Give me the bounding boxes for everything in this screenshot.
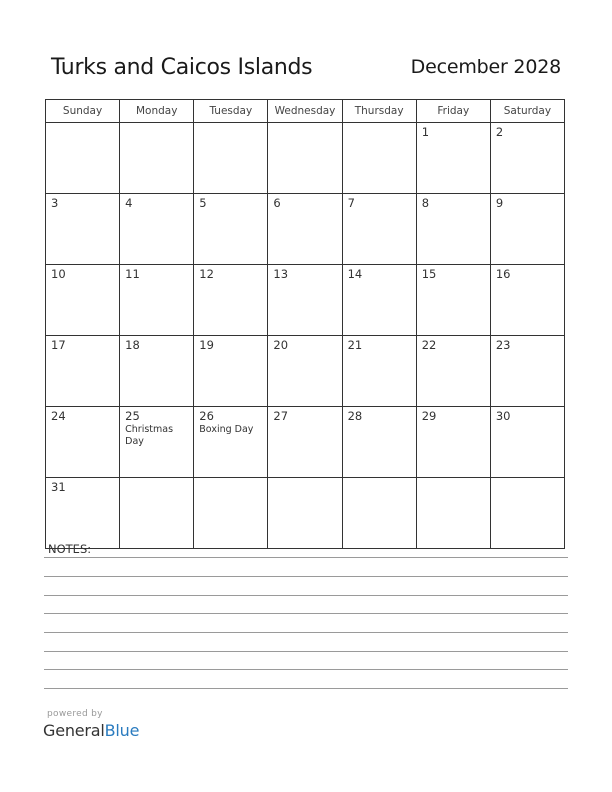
day-number: 26 [199,409,214,423]
day-number: 27 [273,409,289,423]
note-line [44,688,568,689]
week-row [46,265,565,336]
day-cell [490,407,564,478]
weekday-header: Sunday [46,100,120,123]
weekday-header: Saturday [490,100,564,123]
day-number: 28 [347,409,363,423]
day-cell [46,265,120,336]
calendar-grid [45,99,565,549]
day-number: 5 [199,196,207,210]
day-cell [194,123,268,194]
day-cell [342,265,416,336]
weekday-header: Thursday [342,100,416,123]
day-cell [194,265,268,336]
day-number: 17 [51,338,66,352]
day-number: 21 [347,338,363,352]
brand-general: General [43,721,105,740]
day-number: 31 [51,480,66,494]
day-number: 19 [199,338,214,352]
day-number: 29 [421,409,437,423]
day-cell [268,194,342,265]
weekday-header: Friday [416,100,490,123]
holiday-label: Boxing Day [199,424,254,435]
day-cell [490,123,564,194]
note-line [44,669,568,670]
day-number: 30 [495,409,511,423]
day-cell [416,194,490,265]
day-number: 8 [421,196,430,210]
note-line [44,557,568,558]
weekday-header-row [46,100,565,123]
day-cell [268,407,342,478]
day-number: 22 [421,338,437,352]
day-cell [490,265,564,336]
day-cell [120,194,194,265]
day-cell [416,478,490,549]
note-line [44,613,568,614]
day-number: 7 [347,196,355,210]
day-cell [120,478,194,549]
calendar-title: Turks and Caicos Islands [51,55,313,80]
day-cell [490,336,564,407]
weekday-header: Tuesday [194,100,268,123]
week-row [46,336,565,407]
day-number: 10 [51,267,66,281]
day-cell [120,265,194,336]
day-number: 2 [495,125,504,139]
day-cell [120,336,194,407]
day-cell [268,478,342,549]
day-number: 1 [421,125,430,139]
day-number: 12 [199,267,214,281]
note-line [44,576,568,577]
day-cell [120,123,194,194]
week-row [46,194,565,265]
day-cell [194,194,268,265]
day-cell [46,194,120,265]
note-line [44,632,568,633]
week-row [46,123,565,194]
holiday-label: Christmas Day [125,424,174,447]
week-row [46,407,565,478]
brand-logo [43,721,139,740]
day-number: 9 [495,196,504,210]
day-cell [342,478,416,549]
day-cell [342,194,416,265]
day-cell [46,123,120,194]
day-cell [342,407,416,478]
day-number: 20 [273,338,289,352]
day-cell [342,336,416,407]
day-number: 14 [347,267,363,281]
day-number: 11 [125,267,140,281]
day-cell [490,478,564,549]
day-cell [268,123,342,194]
powered-by-text: powered by [47,709,103,719]
day-cell [120,407,194,478]
day-cell [194,407,268,478]
day-cell [46,407,120,478]
note-line [44,651,568,652]
day-number: 6 [273,196,281,210]
day-cell [416,123,490,194]
day-number: 15 [421,267,437,281]
day-cell [490,194,564,265]
day-number: 23 [495,338,511,352]
day-number: 18 [125,338,140,352]
notes-label: NOTES: [48,542,92,556]
brand-blue: Blue [104,721,140,740]
weekday-header: Monday [120,100,194,123]
day-cell [46,336,120,407]
day-number: 4 [125,196,133,210]
weekday-header: Wednesday [268,100,342,123]
day-cell [268,336,342,407]
day-cell [416,407,490,478]
day-cell [268,265,342,336]
day-number: 16 [495,267,511,281]
day-cell [342,123,416,194]
day-number: 24 [51,409,66,423]
day-number: 25 [125,409,140,423]
day-cell [416,336,490,407]
month-label: December 2028 [410,56,561,78]
day-cell [194,478,268,549]
day-cell [46,478,120,549]
day-cell [194,336,268,407]
week-row [46,478,565,549]
note-line [44,595,568,596]
day-number: 3 [51,196,59,210]
day-number: 13 [273,267,289,281]
day-cell [416,265,490,336]
